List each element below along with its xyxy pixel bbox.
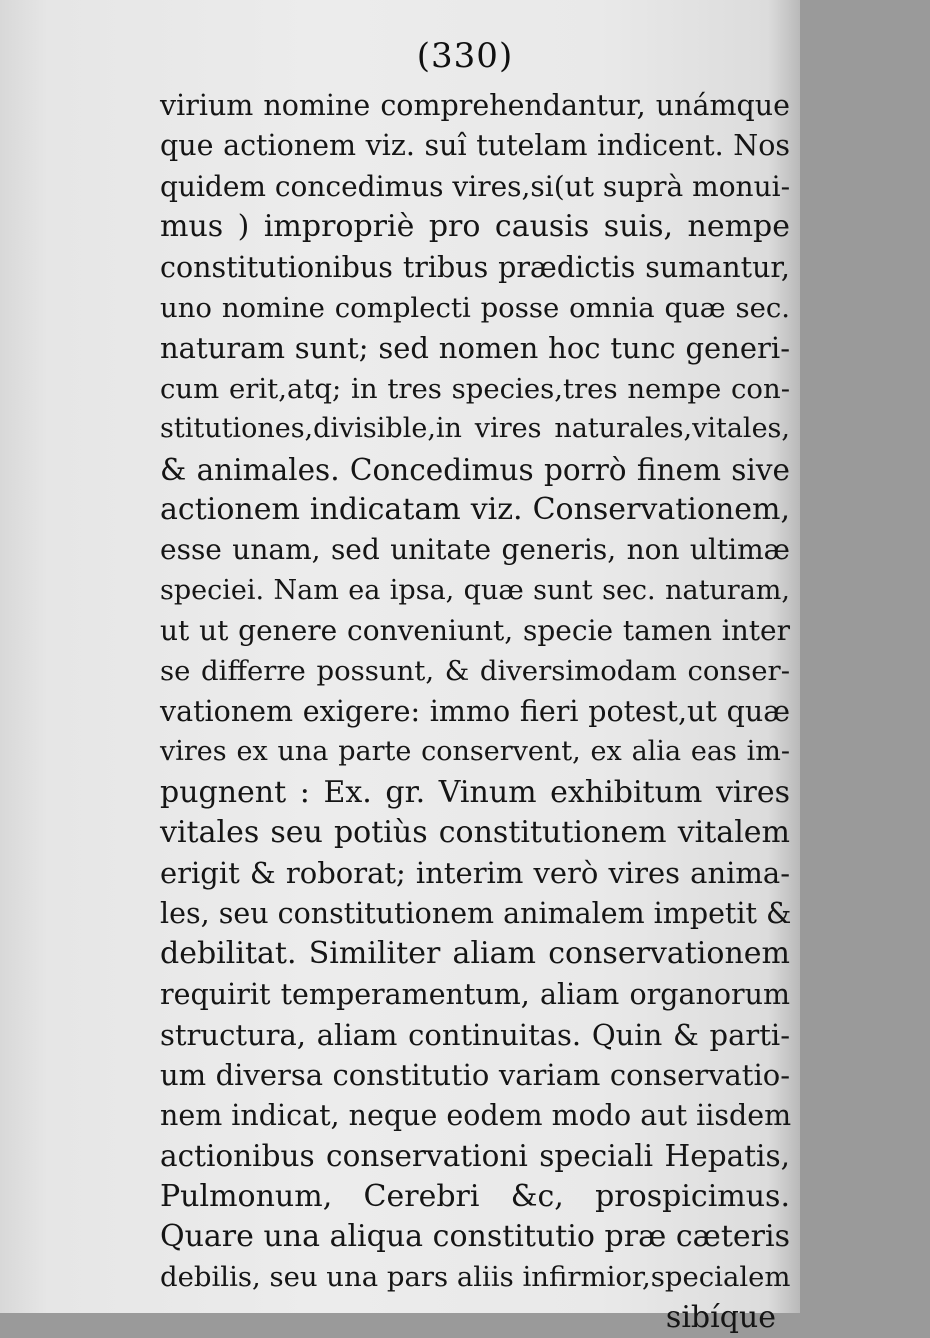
text-line: constitutionibus tribus prædictis sumantur, (160, 250, 790, 284)
text-line: requirit temperamentum, aliam organorum (160, 977, 790, 1011)
text-line: actionem indicatam viz. Conservationem, (160, 491, 790, 527)
text-line: stitutiones,divisible,in vires naturales,vitales, (160, 413, 790, 445)
text-line: vires ex una parte conservent, ex alia eas im- (160, 736, 790, 768)
text-line: virium nomine comprehendantur, unámque (160, 89, 790, 122)
text-line: pugnent : Ex. gr. Vinum exhibitum vires (160, 774, 790, 810)
text-line: & animales. Concedimus porrò finem sive (160, 452, 790, 487)
text-line: vitales seu potiùs constitutionem vitalem (160, 815, 790, 851)
text-line: Quare una aliqua constitutio præ cæteris (160, 1218, 790, 1254)
text-line: ut ut genere conveniunt, specie tamen inter (160, 614, 790, 648)
text-line: erigit & roborat; interim verò vires anima- (160, 856, 790, 891)
text-line: quidem concedimus vires,si(ut suprà monui- (160, 169, 791, 203)
text-line: vationem exigere: immo fieri potest,ut quæ (160, 694, 790, 728)
page-number: (330) (416, 36, 514, 76)
text-line: speciei. Nam ea ipsa, quæ sunt sec. naturam, (160, 574, 790, 606)
text-block (160, 86, 790, 1338)
text-line: que actionem viz. suî tutelam indicent. Nos (160, 129, 790, 163)
text-line: les, seu constitutionem animalem impetit & (160, 896, 792, 930)
text-line: um diversa constitutio variam conservatio- (160, 1058, 790, 1093)
catchword: sibíque (665, 1299, 776, 1335)
text-line: naturam sunt; sed nomen hoc tunc generi- (160, 331, 790, 366)
text-line: uno nomine complecti posse omnia quæ sec. (160, 291, 790, 324)
text-line: cum erit,atq; in tres species,tres nempe con- (160, 372, 790, 405)
text-line: Pulmonum, Cerebri &c, prospicimus. (160, 1178, 790, 1214)
text-line: se differre possunt, & diversimodam conser- (160, 655, 790, 688)
text-line: nem indicat, neque eodem modo aut iisdem (160, 1098, 792, 1132)
text-line: debilis, seu una pars aliis infirmior,specialem (160, 1261, 791, 1294)
text-line: structura, aliam continuitas. Quin & parti- (160, 1017, 790, 1052)
text-line: esse unam, sed unitate generis, non ultimæ (160, 533, 790, 567)
text-line: mus ) impropriè pro causis suis, nempe (160, 209, 790, 245)
text-line: actionibus conservationi speciali Hepatis, (160, 1139, 790, 1174)
text-line: debilitat. Similiter aliam conservationem (160, 936, 790, 972)
